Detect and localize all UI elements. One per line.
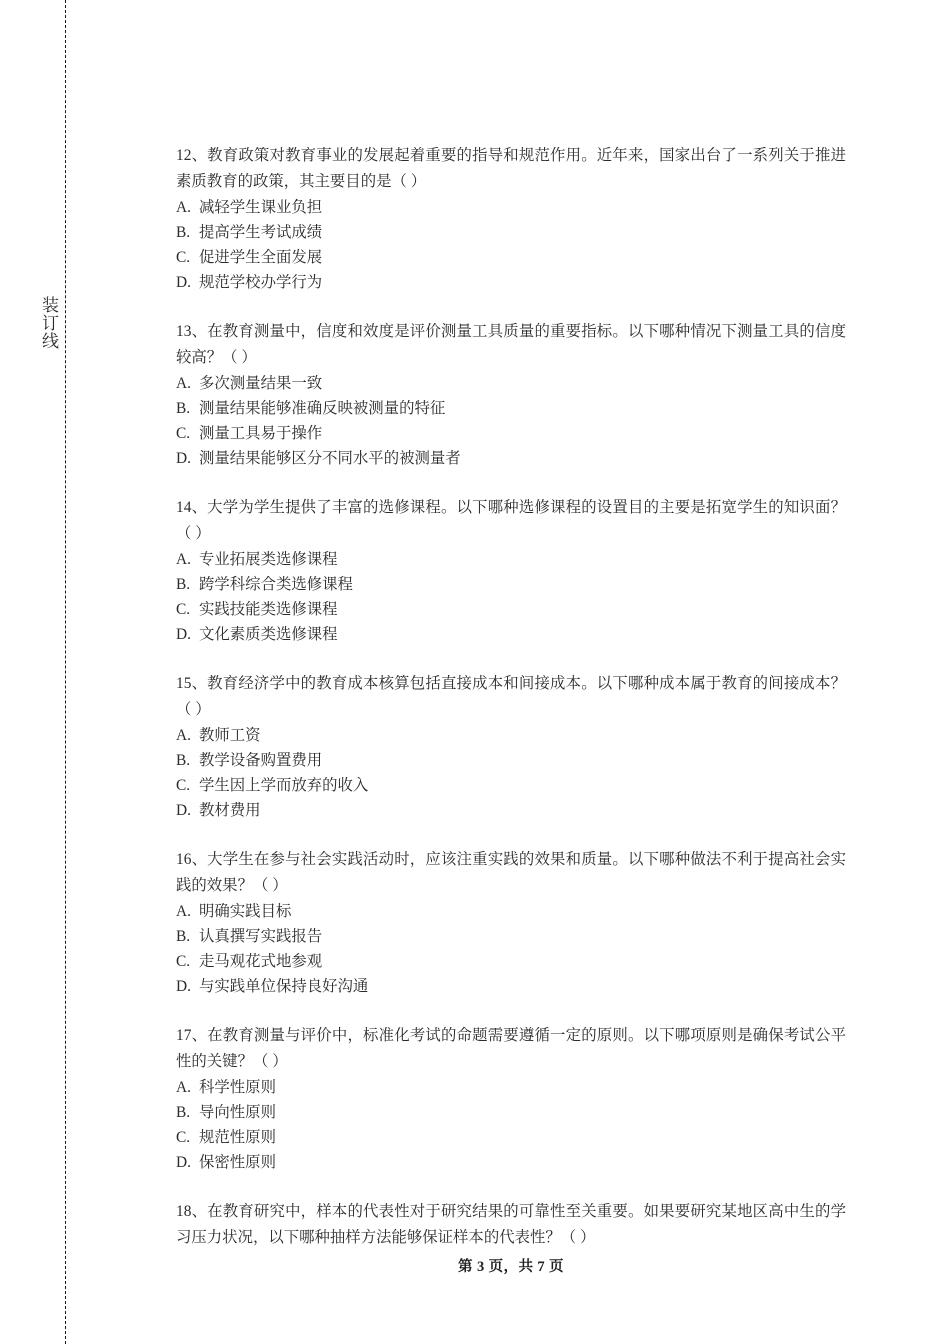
option-item[interactable]	[176, 1125, 846, 1150]
option-text: 规范学校办学行为	[199, 274, 323, 291]
option-letter: D.	[176, 978, 191, 995]
option-letter: B.	[176, 752, 191, 769]
option-text: 与实践单位保持良好沟通	[199, 978, 369, 995]
option-text: 认真撰写实践报告	[199, 928, 323, 945]
option-item[interactable]	[176, 547, 846, 572]
option-text: 测量结果能够区分不同水平的被测量者	[199, 450, 461, 467]
page-footer: 第 3 页，共 7 页	[458, 1259, 564, 1275]
option-list	[176, 195, 846, 295]
option-item[interactable]	[176, 798, 846, 823]
option-list	[176, 899, 846, 999]
option-item[interactable]	[176, 899, 846, 924]
question-block	[176, 1199, 846, 1250]
option-letter: C.	[176, 425, 191, 442]
option-text: 减轻学生课业负担	[199, 199, 323, 216]
option-text: 规范性原则	[199, 1129, 276, 1146]
option-text: 测量工具易于操作	[199, 425, 323, 442]
question-stem: 14、大学为学生提供了丰富的选修课程。以下哪种选修课程的设置目的主要是拓宽学生的知识面？（ ）	[176, 499, 846, 542]
option-list	[176, 723, 846, 823]
option-text: 保密性原则	[199, 1154, 276, 1171]
question-stem: 17、在教育测量与评价中，标准化考试的命题需要遵循一定的原则。以下哪项原则是确保考试公平性的关键？（ ）	[176, 1027, 846, 1070]
option-item[interactable]	[176, 421, 846, 446]
option-letter: C.	[176, 1129, 191, 1146]
option-list	[176, 1075, 846, 1175]
option-item[interactable]	[176, 371, 846, 396]
question-block	[176, 847, 846, 999]
question-block	[176, 1023, 846, 1175]
binding-dashed-line	[65, 0, 66, 1344]
option-letter: A.	[176, 1079, 191, 1096]
option-item[interactable]	[176, 396, 846, 421]
question-stem: 18、在教育研究中，样本的代表性对于研究结果的可靠性至关重要。如果要研究某地区高中生的学习压力状况，以下哪种抽样方法能够保证样本的代表性？（ ）	[176, 1203, 846, 1246]
option-text: 明确实践目标	[199, 903, 292, 920]
option-item[interactable]	[176, 974, 846, 999]
option-letter: D.	[176, 1154, 191, 1171]
option-text: 跨学科综合类选修课程	[199, 576, 353, 593]
question-block	[176, 143, 846, 295]
binding-line-label: 装订线	[39, 296, 58, 350]
option-letter: B.	[176, 224, 191, 241]
option-list	[176, 371, 846, 471]
option-item[interactable]	[176, 220, 846, 245]
option-text: 教师工资	[199, 727, 261, 744]
option-item[interactable]	[176, 748, 846, 773]
option-letter: A.	[176, 551, 191, 568]
option-letter: D.	[176, 802, 191, 819]
question-block	[176, 495, 846, 647]
option-text: 教材费用	[199, 802, 261, 819]
option-text: 教学设备购置费用	[199, 752, 323, 769]
option-letter: B.	[176, 400, 191, 417]
option-item[interactable]	[176, 195, 846, 220]
option-item[interactable]	[176, 949, 846, 974]
option-text: 提高学生考试成绩	[199, 224, 323, 241]
question-block	[176, 671, 846, 823]
option-item[interactable]	[176, 924, 846, 949]
option-text: 导向性原则	[199, 1104, 276, 1121]
option-letter: A.	[176, 903, 191, 920]
option-text: 走马观花式地参观	[199, 953, 323, 970]
option-letter: D.	[176, 274, 191, 291]
option-item[interactable]	[176, 1100, 846, 1125]
option-text: 专业拓展类选修课程	[199, 551, 338, 568]
option-item[interactable]	[176, 446, 846, 471]
option-item[interactable]	[176, 572, 846, 597]
option-letter: D.	[176, 626, 191, 643]
option-letter: A.	[176, 375, 191, 392]
option-letter: B.	[176, 928, 191, 945]
option-text: 测量结果能够准确反映被测量的特征	[199, 400, 446, 417]
option-letter: D.	[176, 450, 191, 467]
option-letter: C.	[176, 249, 191, 266]
option-text: 促进学生全面发展	[199, 249, 323, 266]
question-stem: 12、教育政策对教育事业的发展起着重要的指导和规范作用。近年来，国家出台了一系列关于推进素质教育的政策，其主要目的是（ ）	[176, 147, 846, 190]
question-block	[176, 319, 846, 471]
option-text: 科学性原则	[199, 1079, 276, 1096]
question-stem: 16、大学生在参与社会实践活动时，应该注重实践的效果和质量。以下哪种做法不利于提高社会实践的效果？（ ）	[176, 851, 846, 894]
option-item[interactable]	[176, 1150, 846, 1175]
option-item[interactable]	[176, 270, 846, 295]
option-item[interactable]	[176, 597, 846, 622]
question-list	[176, 143, 846, 1251]
option-text: 多次测量结果一致	[199, 375, 323, 392]
option-letter: C.	[176, 953, 191, 970]
option-letter: A.	[176, 727, 191, 744]
option-letter: A.	[176, 199, 191, 216]
question-stem: 13、在教育测量中，信度和效度是评价测量工具质量的重要指标。以下哪种情况下测量工具的信度较高？（ ）	[176, 323, 846, 366]
option-letter: B.	[176, 1104, 191, 1121]
option-item[interactable]	[176, 245, 846, 270]
option-item[interactable]	[176, 622, 846, 647]
option-text: 学生因上学而放弃的收入	[199, 777, 369, 794]
option-item[interactable]	[176, 1075, 846, 1100]
question-stem: 15、教育经济学中的教育成本核算包括直接成本和间接成本。以下哪种成本属于教育的间接成本？（ ）	[176, 675, 846, 718]
option-item[interactable]	[176, 723, 846, 748]
option-letter: B.	[176, 576, 191, 593]
option-text: 文化素质类选修课程	[199, 626, 338, 643]
option-list	[176, 547, 846, 647]
option-letter: C.	[176, 601, 191, 618]
option-item[interactable]	[176, 773, 846, 798]
option-letter: C.	[176, 777, 191, 794]
option-text: 实践技能类选修课程	[199, 601, 338, 618]
